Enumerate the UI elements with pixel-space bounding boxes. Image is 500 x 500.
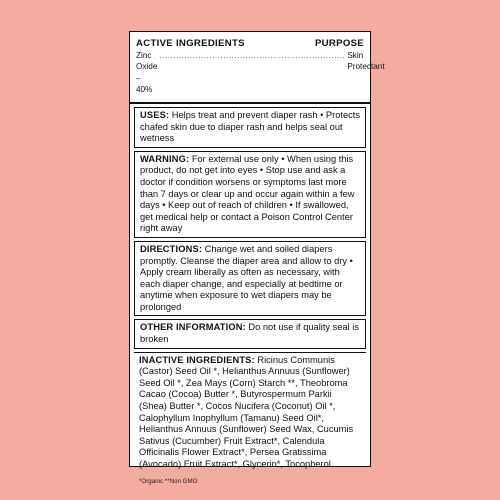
footnote: *Organic **Non GMO <box>139 477 198 485</box>
active-ingredients-section <box>134 34 385 100</box>
other-information-label: OTHER INFORMATION: <box>140 322 246 333</box>
directions-section <box>134 241 366 317</box>
directions-label: DIRECTIONS: <box>140 243 203 254</box>
other-information-section <box>134 319 366 348</box>
warning-text: For external use only • When using this product, do not get into eyes • Stop use and ask a doctor if condition worsens or symptoms last more than 7 days or clear up and occur again within a few days • Keep out of reach of children • If swallowed, get medical help or contact a Poison Control Center right away <box>140 153 355 234</box>
inactive-ingredients-text: Ricinus Communis (Castor) Seed Oil *, Helianthus Annuus (Sunflower) Seed Oil *, Zea Mays (Corn) Starch **, Theobroma Cacao (Cocoa) Butter *, Butyrospermum Parkii (Shea) Butter *, Cocos Nucifera (Coconut) Oil *, Calophyllum Inophyllum (Tamanu) Seed Oil*, Helianthus Annuus (Sunflower) Seed Wax, Cucumis Sativus (Cucumber) Fruit Extract*, Calendula Officinalis Flower Extract*, Persea Gratissima (Avocado) Fruit Extract*, Glycerin*, Tocopherol <box>139 354 354 469</box>
active-ingredients-header: ACTIVE INGREDIENTS <box>136 38 245 49</box>
active-purpose: Skin Protectant <box>347 50 385 72</box>
active-ingredient: Zinc Oxide – 40% <box>136 50 158 95</box>
purpose-header: PURPOSE <box>314 38 364 49</box>
other-information-text: Do not use if quality seal is broken <box>140 322 359 345</box>
directions-text: Change wet and soiled diapers promptly. Cleanse the diaper area and allow to dry • Apply cream liberally as often as necessary, with each diaper change, and especially at bedtime or anytime when exposure to wet diapers may be prolonged <box>140 243 353 312</box>
warning-label: WARNING: <box>140 153 190 164</box>
divider <box>130 102 370 104</box>
uses-section <box>134 107 366 148</box>
inactive-ingredients-label: INACTIVE INGREDIENTS: <box>139 354 255 365</box>
inactive-ingredients-section <box>134 352 366 490</box>
leader-dots: ................................................................... <box>159 50 346 60</box>
drug-facts-label <box>129 31 385 485</box>
uses-text: Helps treat and prevent diaper rash • Protects chafed skin due to diaper rash and helps seal out wetness <box>140 109 361 144</box>
uses-label: USES: <box>140 109 170 120</box>
warning-section <box>134 151 366 238</box>
